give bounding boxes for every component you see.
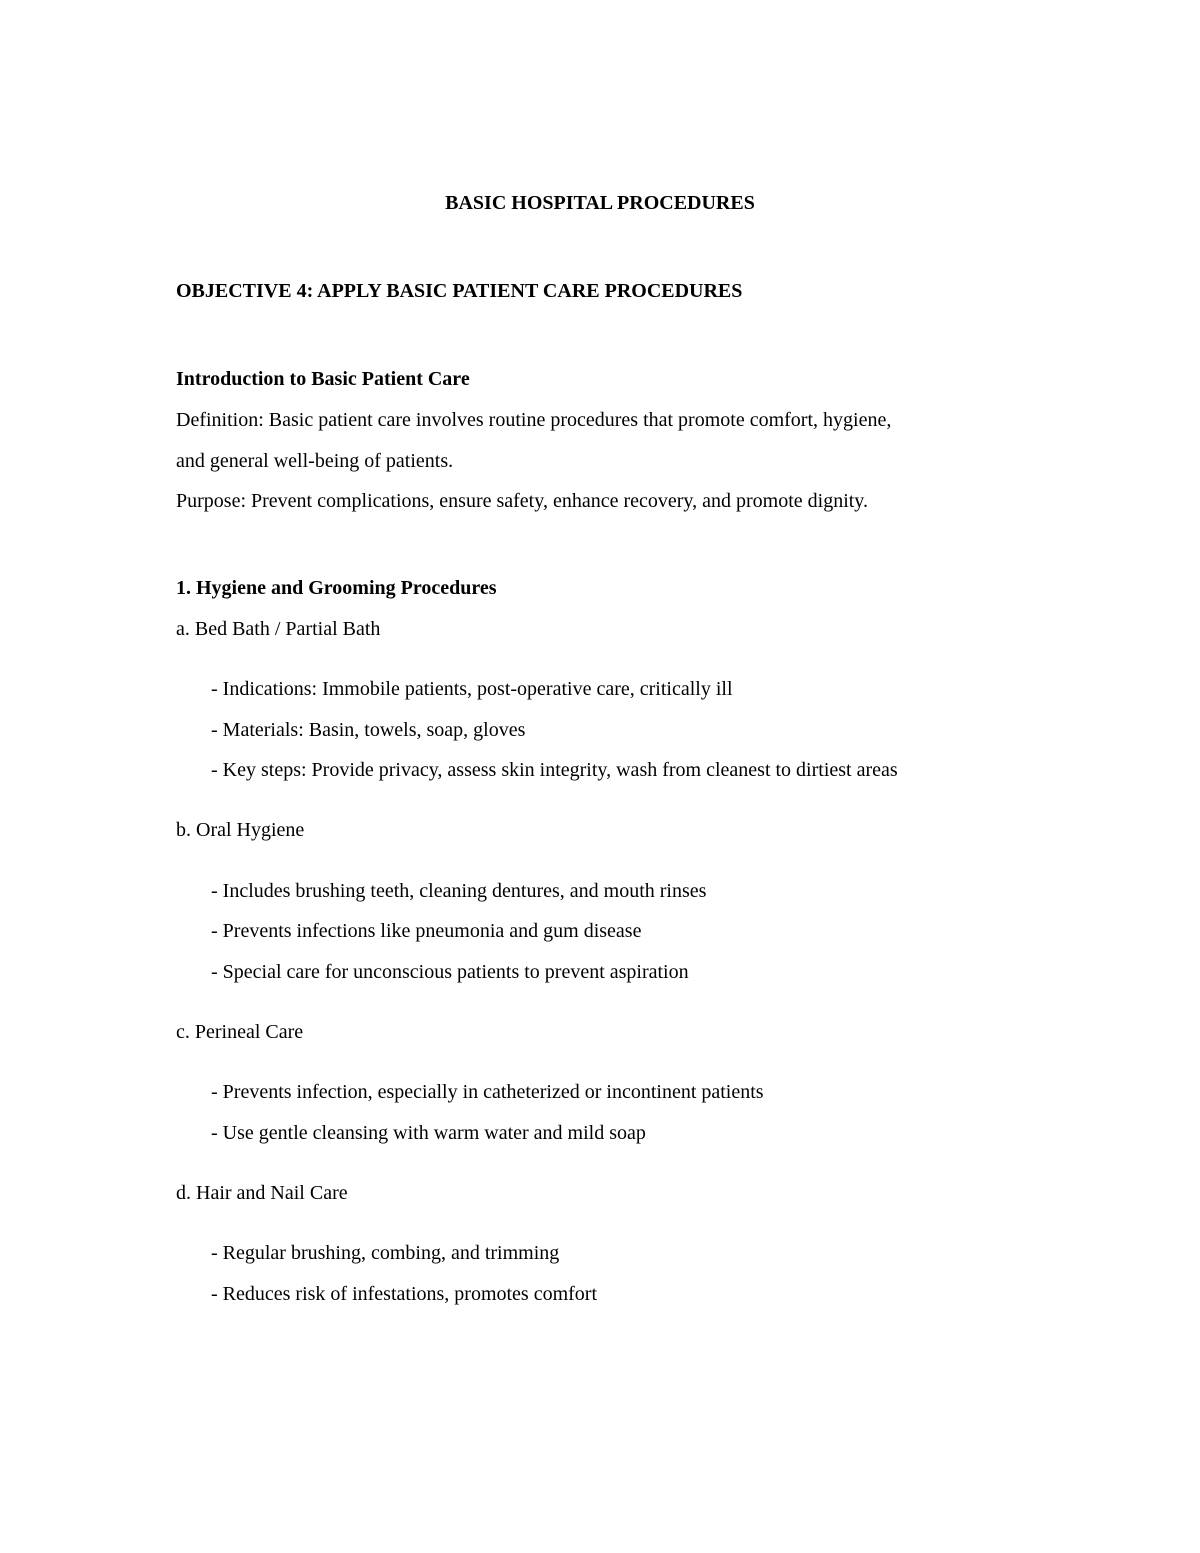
list-item: - Reduces risk of infestations, promotes comfort xyxy=(211,1283,598,1305)
subsection-b-title: b. Oral Hygiene xyxy=(176,819,305,841)
definition-line-1: Definition: Basic patient care involves routine procedures that promote comfort, hygiene, xyxy=(176,409,892,431)
list-item: - Indications: Immobile patients, post-operative care, critically ill xyxy=(211,678,733,700)
objective-heading: OBJECTIVE 4: APPLY BASIC PATIENT CARE PROCEDURES xyxy=(176,280,743,302)
definition-line-2: and general well-being of patients. xyxy=(176,450,454,472)
purpose-text: Purpose: Prevent complications, ensure safety, enhance recovery, and promote dignity. xyxy=(176,490,869,512)
subsection-a-title: a. Bed Bath / Partial Bath xyxy=(176,618,381,640)
list-item: - Key steps: Provide privacy, assess skin integrity, wash from cleanest to dirtiest areas xyxy=(211,759,898,781)
document-title: BASIC HOSPITAL PROCEDURES xyxy=(445,192,755,214)
list-item: - Special care for unconscious patients to prevent aspiration xyxy=(211,961,689,983)
list-item: - Prevents infection, especially in catheterized or incontinent patients xyxy=(211,1081,764,1103)
list-item: - Includes brushing teeth, cleaning dentures, and mouth rinses xyxy=(211,880,707,902)
list-item: - Materials: Basin, towels, soap, gloves xyxy=(211,719,526,741)
subsection-c-title: c. Perineal Care xyxy=(176,1021,304,1043)
subsection-d-title: d. Hair and Nail Care xyxy=(176,1182,348,1204)
list-item: - Prevents infections like pneumonia and gum disease xyxy=(211,920,642,942)
section-1-heading: 1. Hygiene and Grooming Procedures xyxy=(176,577,497,599)
list-item: - Regular brushing, combing, and trimming xyxy=(211,1242,560,1264)
intro-heading: Introduction to Basic Patient Care xyxy=(176,368,470,390)
list-item: - Use gentle cleansing with warm water and mild soap xyxy=(211,1122,646,1144)
